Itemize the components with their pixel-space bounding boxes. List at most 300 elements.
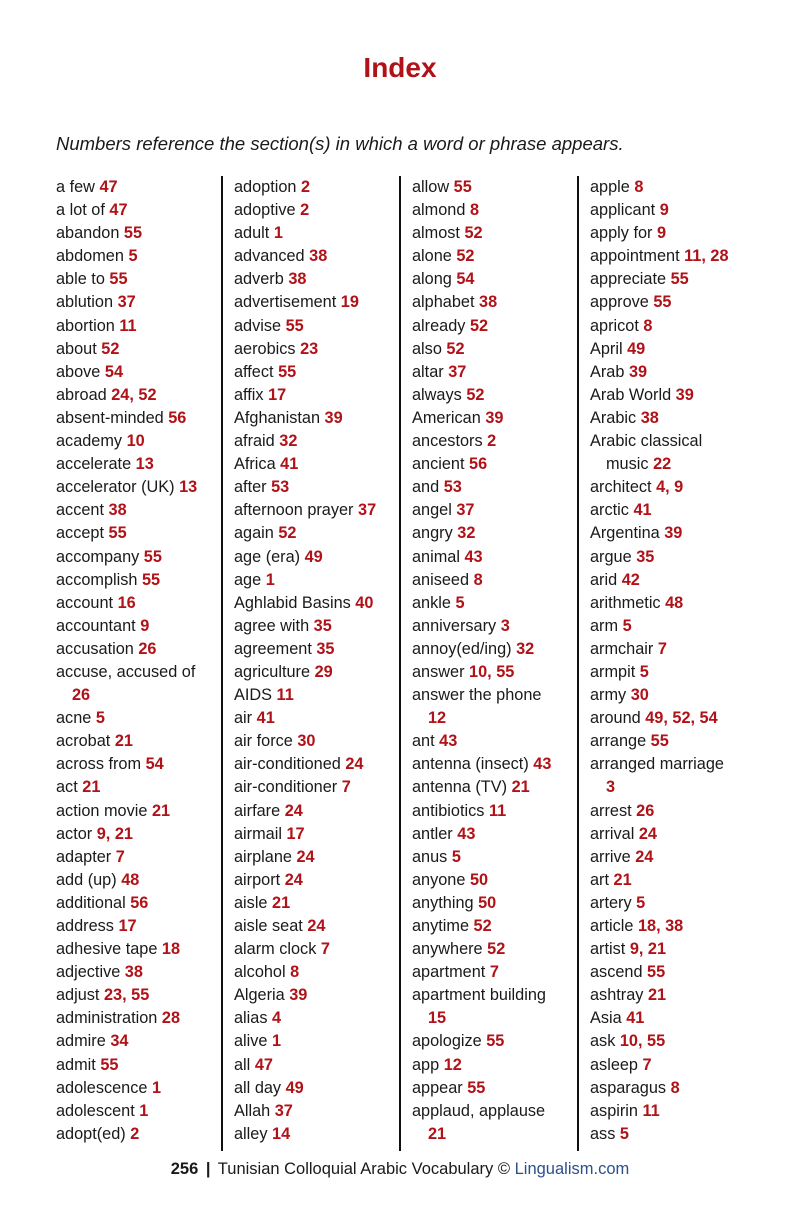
entry-term: arrive [590, 847, 631, 866]
entry-term: armpit [590, 662, 636, 681]
entry-term: aspirin [590, 1101, 638, 1120]
entry-term: appointment [590, 247, 680, 266]
entry-term: alphabet [412, 293, 475, 312]
entry-section-refs: 21 [114, 732, 133, 751]
entry-term: allow [412, 178, 450, 196]
entry-section-refs: 55 [467, 1078, 486, 1097]
entry-section-refs: 9 [656, 224, 667, 243]
index-columns [0, 176, 800, 1151]
entry-term: anyone [412, 870, 466, 889]
index-entry [56, 476, 220, 499]
index-entry [412, 730, 576, 753]
index-entry [56, 453, 220, 476]
index-entry [412, 938, 576, 961]
entry-section-refs: 24 [307, 917, 326, 935]
index-entry [56, 1054, 220, 1077]
index-entry [412, 291, 576, 314]
index-entry [56, 1100, 220, 1123]
entry-term: Africa [234, 455, 276, 474]
entry-term: a few [56, 178, 95, 196]
index-entry [412, 499, 576, 522]
entry-term: afraid [234, 432, 275, 451]
index-entry [590, 522, 760, 545]
entry-term: adolescent [56, 1101, 135, 1120]
entry-term: advanced [234, 247, 305, 266]
entry-section-refs: 39 [664, 524, 683, 543]
entry-term: act [56, 778, 78, 797]
entry-section-refs: 17 [268, 385, 287, 404]
entry-section-refs: 47 [109, 201, 128, 220]
entry-section-refs: 38 [309, 247, 328, 266]
entry-section-refs: 16 [117, 593, 136, 612]
entry-term: Algeria [234, 986, 285, 1005]
entry-section-refs: 43 [533, 755, 552, 774]
entry-section-refs: 38 [640, 408, 659, 427]
index-entry [56, 222, 220, 245]
entry-section-refs: 55 [670, 270, 689, 289]
index-entry [412, 800, 576, 823]
index-entry [234, 361, 398, 384]
entry-section-refs: 2 [301, 178, 311, 196]
entry-term: air-conditioner [234, 778, 338, 797]
entry-term: asleep [590, 1055, 638, 1074]
index-entry [412, 569, 576, 592]
index-entry [412, 245, 576, 268]
entry-section-refs: 35 [313, 616, 332, 635]
entry-section-refs: 12 [443, 1055, 462, 1074]
index-entry [590, 707, 760, 730]
index-entry [590, 245, 760, 268]
entry-section-refs: 55 [108, 524, 127, 543]
entry-section-refs: 4, 9 [656, 478, 684, 497]
entry-section-refs: 7 [341, 778, 351, 797]
index-entry [590, 222, 760, 245]
index-entry [56, 938, 220, 961]
index-entry [234, 430, 398, 453]
entry-section-refs: 55 [653, 293, 672, 312]
index-entry [56, 638, 220, 661]
entry-section-refs: 52 [101, 339, 120, 358]
entry-term: able to [56, 270, 105, 289]
index-column-4 [590, 176, 760, 1151]
entry-section-refs: 3 [500, 616, 510, 635]
entry-term: accomplish [56, 570, 138, 589]
entry-term: armchair [590, 639, 654, 658]
index-entry [412, 1054, 576, 1077]
index-entry [234, 961, 398, 984]
entry-term: additional [56, 893, 126, 912]
entry-section-refs: 54 [104, 362, 124, 381]
index-entry [590, 176, 760, 199]
entry-section-refs: 38 [288, 270, 307, 289]
entry-section-refs: 26 [138, 639, 157, 658]
entry-continuation [56, 684, 220, 707]
index-entry [234, 338, 398, 361]
entry-section-refs: 8 [634, 178, 644, 196]
entry-section-refs: 4 [272, 1009, 282, 1028]
entry-section-refs: 52 [469, 316, 489, 335]
entry-term: about [56, 339, 97, 358]
entry-continuation [590, 453, 760, 476]
entry-term: angry [412, 524, 453, 543]
index-entry [56, 522, 220, 545]
index-entry [590, 892, 760, 915]
entry-continuation [590, 776, 760, 799]
entry-section-refs: 32 [457, 524, 476, 543]
index-entry [590, 615, 760, 638]
entry-term: alive [234, 1032, 268, 1051]
entry-section-refs: 38 [108, 501, 127, 520]
entry-section-refs: 9, 21 [629, 940, 667, 959]
entry-section-refs: 1 [151, 1078, 162, 1097]
index-entry [590, 684, 760, 707]
entry-section-refs: 39 [485, 408, 504, 427]
entry-term: alley [234, 1124, 268, 1143]
index-entry [234, 823, 398, 846]
index-entry [56, 892, 220, 915]
entry-term: anytime [412, 917, 470, 935]
index-entry [234, 1007, 398, 1030]
entry-section-refs: 37 [274, 1101, 293, 1120]
entry-term: agriculture [234, 662, 311, 681]
entry-section-refs: 41 [633, 501, 652, 520]
entry-section-refs: 43 [464, 547, 483, 566]
entry-section-refs: 54 [145, 755, 164, 774]
entry-term: Argentina [590, 524, 660, 543]
index-entry [590, 846, 760, 869]
entry-term: artery [590, 893, 632, 912]
entry-term: adopt(ed) [56, 1124, 126, 1143]
entry-term: Arab World [590, 385, 672, 404]
index-entry [56, 707, 220, 730]
index-entry [56, 1123, 220, 1146]
index-entry [590, 730, 760, 753]
entry-term: adhesive tape [56, 940, 158, 959]
index-entry [56, 546, 220, 569]
index-entry [412, 846, 576, 869]
entry-term: apartment building [412, 986, 546, 1005]
footer-separator: | [205, 1160, 211, 1178]
entry-term: all [234, 1055, 251, 1074]
entry-term: airport [234, 870, 281, 889]
entry-section-refs: 17 [118, 917, 137, 935]
entry-section-refs: 11 [276, 686, 294, 705]
entry-term: anus [412, 847, 448, 866]
entry-term: approve [590, 293, 649, 312]
entry-term: accountant [56, 616, 136, 635]
index-entry [56, 984, 220, 1007]
index-entry [234, 684, 398, 707]
entry-term: ass [590, 1124, 616, 1143]
entry-section-refs: 55 [100, 1055, 119, 1074]
entry-term: ancient [412, 455, 465, 474]
index-entry [412, 476, 576, 499]
index-entry [590, 1123, 760, 1146]
entry-term: a lot of [56, 201, 105, 220]
index-entry [412, 222, 576, 245]
entry-section-refs: 35 [636, 547, 655, 566]
entry-section-refs: 56 [168, 408, 187, 427]
index-entry [590, 268, 760, 291]
index-entry [412, 338, 576, 361]
index-entry [56, 846, 220, 869]
entry-section-refs: 49 [304, 547, 323, 566]
entry-term: abdomen [56, 247, 124, 266]
index-entry [590, 1054, 760, 1077]
entry-section-refs: 48 [121, 870, 140, 889]
entry-term: Arabic classical [590, 432, 703, 451]
entry-section-refs: 39 [289, 986, 308, 1005]
entry-continuation [412, 1123, 576, 1146]
index-entry [234, 569, 398, 592]
entry-term: apple [590, 178, 630, 196]
entry-term: action movie [56, 801, 148, 820]
entry-section-refs: 34 [110, 1032, 129, 1051]
entry-term: apricot [590, 316, 639, 335]
index-entry [590, 800, 760, 823]
entry-section-refs: 41 [256, 709, 275, 728]
index-entry [234, 1123, 398, 1146]
index-column-2 [234, 176, 398, 1151]
entry-term: art [590, 870, 610, 889]
entry-term: answer the phone [412, 686, 542, 705]
index-entry [590, 1100, 760, 1123]
entry-term: American [412, 408, 481, 427]
entry-section-refs: 37 [117, 293, 136, 312]
index-entry [412, 522, 576, 545]
entry-section-refs: 21 [82, 778, 101, 797]
index-note: Numbers reference the section(s) in which a word or phrase appears. [56, 133, 624, 154]
index-entry [590, 361, 760, 384]
entry-term: arm [590, 616, 619, 635]
index-entry [590, 938, 760, 961]
index-entry [234, 315, 398, 338]
entry-section-refs: 55 [285, 316, 304, 335]
entry-section-refs: 8 [473, 570, 483, 589]
entry-section-refs: 7 [657, 639, 667, 658]
index-entry [412, 592, 576, 615]
index-entry [234, 407, 398, 430]
entry-section-refs: 10, 55 [619, 1032, 666, 1051]
index-entry [234, 268, 398, 291]
entry-section-refs: 13 [135, 455, 154, 474]
index-entry [412, 1100, 576, 1146]
entry-section-refs: 55 [278, 362, 297, 381]
entry-section-refs: 8 [469, 201, 479, 220]
entry-section-refs: 28 [161, 1009, 181, 1028]
entry-term: absent-minded [56, 408, 164, 427]
entry-section-refs: 26 [72, 686, 91, 705]
entry-section-refs: 12 [428, 709, 447, 728]
index-entry [412, 268, 576, 291]
entry-term: accelerator (UK) [56, 478, 175, 497]
entry-section-refs: 41 [626, 1009, 645, 1028]
entry-section-refs: 53 [271, 478, 290, 497]
index-entry [590, 915, 760, 938]
entry-section-refs: 30 [297, 732, 316, 751]
entry-section-refs: 21 [428, 1124, 447, 1143]
index-entry [412, 199, 576, 222]
entry-term: adoption [234, 178, 297, 196]
entry-section-refs: 38 [479, 293, 498, 312]
book-title: Tunisian Colloquial Arabic Vocabulary © [217, 1160, 511, 1178]
entry-term: advise [234, 316, 282, 335]
entry-term: anywhere [412, 940, 483, 959]
entry-term: ascend [590, 963, 643, 982]
index-entry [412, 384, 576, 407]
entry-term: abortion [56, 316, 115, 335]
index-entry [590, 869, 760, 892]
entry-section-refs: 23 [300, 339, 319, 358]
entry-section-refs: 43 [457, 824, 476, 843]
index-entry [234, 638, 398, 661]
index-entry [234, 869, 398, 892]
entry-term: aniseed [412, 570, 470, 589]
entry-section-refs: 11 [642, 1101, 660, 1120]
entry-term: again [234, 524, 274, 543]
entry-section-refs: 11 [488, 801, 507, 820]
entry-term: around [590, 709, 641, 728]
website-link[interactable]: Lingualism.com [514, 1160, 630, 1178]
entry-section-refs: 23, 55 [103, 986, 150, 1005]
entry-term: ashtray [590, 986, 644, 1005]
entry-section-refs: 24 [284, 870, 303, 889]
index-entry [56, 615, 220, 638]
entry-section-refs: 8 [670, 1078, 680, 1097]
index-entry [590, 823, 760, 846]
entry-section-refs: 7 [115, 847, 125, 866]
entry-term: age [234, 570, 262, 589]
entry-term: affect [234, 362, 274, 381]
index-entry [234, 499, 398, 522]
entry-term: aerobics [234, 339, 296, 358]
entry-section-refs: 52 [278, 524, 297, 543]
entry-term: annoy(ed/ing) [412, 639, 512, 658]
entry-term: arithmetic [590, 593, 661, 612]
entry-term: asparagus [590, 1078, 667, 1097]
entry-section-refs: 37 [358, 501, 377, 520]
entry-section-refs: 49, 52, 54 [645, 709, 718, 728]
index-entry [56, 291, 220, 314]
entry-term: affix [234, 385, 264, 404]
entry-term: argue [590, 547, 632, 566]
entry-term: anything [412, 893, 474, 912]
entry-term: Aghlabid Basins [234, 593, 351, 612]
entry-term: airfare [234, 801, 281, 820]
entry-term: always [412, 385, 462, 404]
entry-section-refs: 48 [665, 593, 684, 612]
entry-section-refs: 39 [628, 362, 648, 381]
entry-section-refs: 5 [451, 847, 461, 866]
entry-section-refs: 41 [280, 455, 299, 474]
entry-term: Afghanistan [234, 408, 320, 427]
entry-term: adoptive [234, 201, 296, 220]
entry-section-refs: 5 [622, 616, 632, 635]
index-entry [56, 499, 220, 522]
entry-section-refs: 9, 21 [96, 824, 133, 843]
entry-section-refs: 52 [487, 940, 506, 959]
entry-section-refs: 55 [647, 963, 666, 982]
entry-section-refs: 32 [279, 432, 298, 451]
index-entry [234, 776, 398, 799]
index-entry [56, 569, 220, 592]
index-entry [412, 984, 576, 1030]
index-entry [412, 915, 576, 938]
index-entry [234, 892, 398, 915]
index-entry [56, 338, 220, 361]
entry-section-refs: 21 [647, 986, 667, 1005]
entry-section-refs: 18, 38 [637, 917, 684, 935]
index-entry [234, 453, 398, 476]
index-entry [412, 176, 576, 199]
entry-section-refs: 52 [456, 247, 475, 266]
entry-section-refs: 14 [272, 1124, 291, 1143]
entry-term: Arabic [590, 408, 637, 427]
entry-section-refs: 52 [464, 224, 483, 243]
entry-term: alone [412, 247, 452, 266]
index-entry [234, 522, 398, 545]
entry-section-refs: 39 [324, 408, 343, 427]
entry-term: almond [412, 201, 466, 220]
entry-section-refs: 18 [161, 940, 181, 959]
entry-section-refs: 5 [619, 1124, 629, 1143]
entry-term: adapter [56, 847, 112, 866]
index-entry [412, 684, 576, 730]
index-column-3 [412, 176, 576, 1151]
index-entry [590, 1030, 760, 1053]
entry-section-refs: 24, 52 [111, 385, 157, 404]
index-entry [590, 407, 760, 430]
entry-term: anniversary [412, 616, 497, 635]
entry-section-refs: 38 [124, 963, 143, 982]
index-entry [590, 961, 760, 984]
entry-term: add (up) [56, 870, 117, 889]
entry-term: across from [56, 755, 142, 774]
entry-term: ancestors [412, 432, 483, 451]
index-entry [590, 338, 760, 361]
entry-term: answer [412, 662, 465, 681]
entry-section-refs: 47 [254, 1055, 273, 1074]
index-entry [234, 753, 398, 776]
entry-section-refs: 11, 28 [684, 247, 729, 266]
entry-section-refs: 21 [511, 778, 530, 797]
entry-term: antenna (insect) [412, 755, 529, 774]
index-entry [412, 823, 576, 846]
entry-section-refs: 7 [489, 963, 499, 982]
index-entry [234, 1054, 398, 1077]
index-entry [234, 592, 398, 615]
index-entry [412, 638, 576, 661]
entry-term: arrange [590, 732, 647, 751]
index-entry [56, 869, 220, 892]
entry-term: acne [56, 709, 92, 728]
index-entry [590, 753, 760, 799]
entry-term: abroad [56, 385, 107, 404]
index-entry [56, 407, 220, 430]
index-entry [234, 846, 398, 869]
entry-section-refs: 52 [473, 917, 492, 935]
index-entry [56, 915, 220, 938]
index-entry [590, 315, 760, 338]
entry-section-refs: 7 [320, 940, 330, 959]
entry-term: accelerate [56, 455, 132, 474]
index-entry [56, 1077, 220, 1100]
entry-term: Allah [234, 1101, 271, 1120]
entry-term: also [412, 339, 442, 358]
entry-term: applicant [590, 201, 656, 220]
entry-section-refs: 56 [130, 893, 149, 912]
entry-term: agree with [234, 616, 310, 635]
